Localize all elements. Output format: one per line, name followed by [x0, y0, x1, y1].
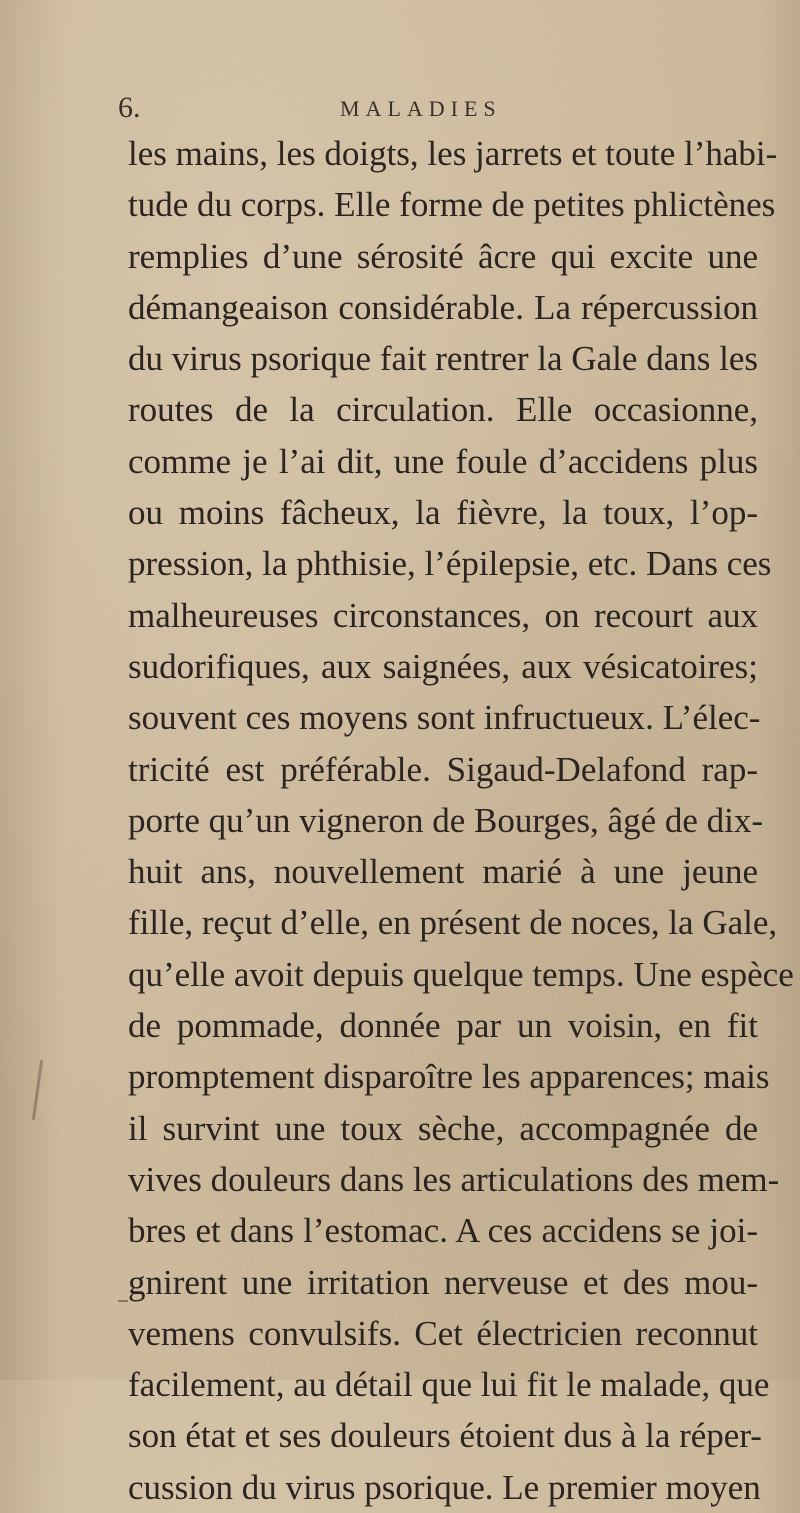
margin-pencil-mark	[32, 1060, 43, 1120]
text-line: fille, reçut d’elle, en présent de noces, la Gale,	[128, 903, 778, 943]
text-line: gnirent une irritation nerveuse et des mou-	[128, 1262, 758, 1302]
text-line: il survint une toux sèche, accompagnée de	[128, 1108, 758, 1148]
text-line: pression, la phthisie, l’épilepsie, etc. Dans ces	[128, 544, 772, 584]
page-header	[118, 90, 758, 130]
text-line: malheureuses circonstances, on recourt aux	[128, 595, 758, 635]
text-line: démangeaison considérable. La répercussion	[128, 287, 758, 327]
text-line: remplies d’une sérosité âcre qui excite une	[128, 236, 758, 276]
text-line: sudorifiques, aux saignées, aux vésicatoires;	[128, 646, 758, 686]
text-line: de pommade, donnée par un voisin, en fit	[128, 1006, 758, 1046]
text-line: souvent ces moyens sont infructueux. L’élec-	[128, 698, 761, 738]
text-line: facilement, au détail que lui fit le malade, que	[128, 1365, 770, 1405]
text-line: du virus psorique fait rentrer la Gale dans les	[128, 339, 758, 379]
running-head: MALADIES	[340, 96, 502, 121]
text-line: tricité est préférable. Sigaud-Delafond rap-	[128, 749, 758, 789]
text-line: tude du corps. Elle forme de petites phlictènes	[128, 185, 776, 225]
text-line: les mains, les doigts, les jarrets et toute l’habi-	[128, 134, 778, 173]
text-line: ou moins fâcheux, la fièvre, la toux, l’op-	[128, 493, 758, 533]
text-line: huit ans, nouvellement marié à une jeune	[128, 852, 758, 892]
page-number: 6.	[118, 91, 141, 124]
text-line: vives douleurs dans les articulations des mem-	[128, 1159, 780, 1199]
text-line: cussion du virus psorique. Le premier moyen	[128, 1467, 761, 1507]
text-line: routes de la circulation. Elle occasionne,	[128, 390, 758, 430]
body-text	[128, 128, 794, 1513]
text-line: comme je l’ai dit, une foule d’accidens plus	[128, 441, 758, 481]
text-line: vemens convulsifs. Cet électricien reconnut	[128, 1313, 758, 1353]
text-line: qu’elle avoit depuis quelque temps. Une espèce	[128, 954, 794, 994]
text-line: porte qu’un vigneron de Bourges, âgé de dix-	[128, 800, 764, 840]
text-line: promptement disparoître les apparences; mais	[128, 1057, 770, 1097]
text-line: bres et dans l’estomac. A ces accidens se joi-	[128, 1211, 758, 1251]
text-line: son état et ses douleurs étoient dus à la réper-	[128, 1416, 762, 1456]
margin-dash-mark	[118, 1300, 128, 1302]
